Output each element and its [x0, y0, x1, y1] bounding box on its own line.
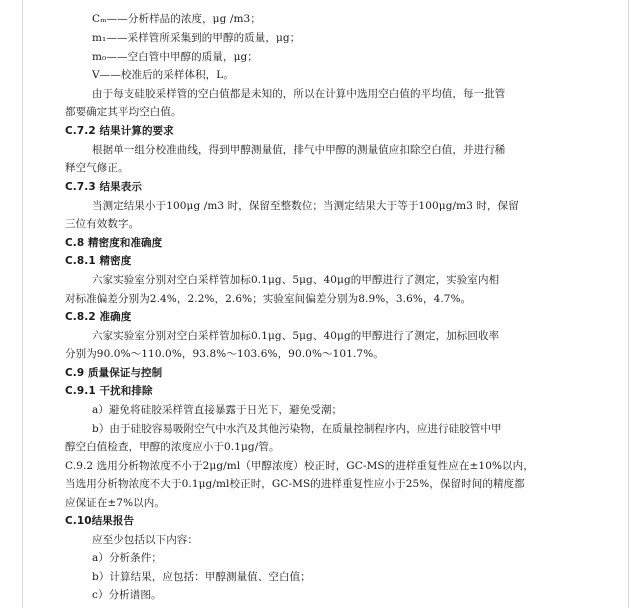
page-border-left: [22, 0, 23, 608]
section-heading-c10: C.10结果报告: [65, 515, 135, 527]
section-heading-c81: C.8.1 精密度: [65, 255, 132, 267]
var-v-definition: V——校准后的采样体积，L。: [92, 69, 234, 81]
list-item-b: b）计算结果，应包括：甲醇测量值、空白值；: [92, 571, 311, 583]
var-cm-definition: Cₘ——分析样品的浓度，μg /m3；: [92, 13, 261, 25]
list-item-a: a）分析条件；: [92, 552, 162, 564]
paragraph-line: 六家实验室分别对空白采样管加标0.1μg、5μg、40μg的甲醇进行了测定，实验室内相: [92, 274, 500, 286]
paragraph-line: 当测定结果小于100μg /m3 时，保留至整数位；当测定结果大于等于100μg/m3 时，保留: [92, 200, 519, 212]
paragraph-line: 释空气修正。: [65, 162, 129, 174]
list-item-c: c）分析谱图。: [92, 589, 162, 601]
paragraph-line: 分别为90.0%～110.0%，93.8%～103.6%，90.0%～101.7%。: [65, 348, 384, 360]
section-heading-c8: C.8 精密度和准确度: [65, 237, 163, 249]
paragraph-line: 三位有效数字。: [65, 218, 140, 230]
paragraph-line: 根据单一组分校准曲线，得到甲醇测量值，排气中甲醇的测量值应扣除空白值，并进行稀: [92, 144, 506, 156]
paragraph-line: 对标准偏差分别为2.4%，2.2%，2.6%；实验室间偏差分别为8.9%，3.6%，4.7%。: [65, 293, 472, 305]
paragraph-line: 应至少包括以下内容：: [92, 534, 198, 546]
section-heading-c91: C.9.1 干扰和排除: [65, 385, 153, 397]
var-m0-definition: m₀——空白管中甲醇的质量，μg；: [92, 51, 258, 63]
list-item-b: b）由于硅胶容易吸附空气中水汽及其他污染物，在质量控制程序内，应进行硅胶管中甲: [92, 423, 502, 435]
paragraph-line: 应保证在±7%以内。: [65, 497, 165, 509]
page-border-right: [628, 0, 629, 608]
section-c92-line: C.9.2 选用分析物浓度不小于2μg/ml（甲醇浓度）校正时，GC-MS的进样重复性应在±10%以内，: [65, 460, 534, 472]
section-heading-c82: C.8.2 准确度: [65, 311, 132, 323]
section-heading-c72: C.7.2 结果计算的要求: [65, 125, 174, 137]
paragraph-line: 醇空白值检查，甲醇的浓度应小于0.1μg/管。: [65, 441, 280, 453]
section-heading-c73: C.7.3 结果表示: [65, 181, 142, 193]
var-m1-definition: m₁——采样管所采集到的甲醇的质量，μg；: [92, 32, 301, 44]
section-heading-c9: C.9 质量保证与控制: [65, 367, 163, 379]
paragraph-line: 当选用分析物浓度不大于0.1μg/ml校正时，GC-MS的进样重复性应小于25%，保留时间的精度都: [65, 478, 525, 490]
paragraph-line: 六家实验室分别对空白采样管加标0.1μg、5μg、40μg的甲醇进行了测定，加标回收率: [92, 330, 500, 342]
paragraph-line: 都要确定其平均空白值。: [65, 106, 182, 118]
paragraph-line: 由于每支硅胶采样管的空白值都是未知的，所以在计算中选用空白值的平均值，每一批管: [92, 88, 506, 100]
list-item-a: a）避免将硅胶采样管直接暴露于日光下，避免受潮；: [92, 404, 343, 416]
